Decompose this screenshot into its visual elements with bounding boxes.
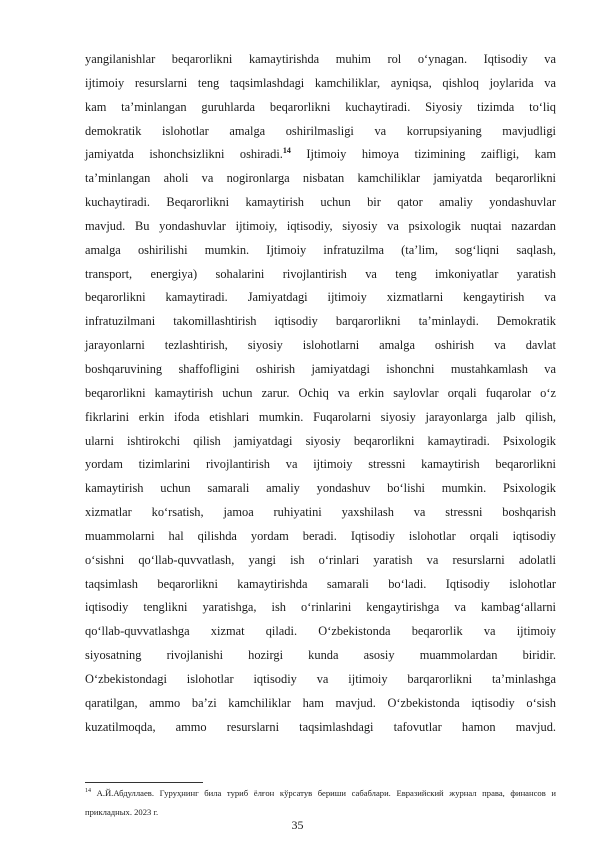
text-line: mavjud. Bu yondashuvlar ijtimoiy, iqtisodiy, siyosiy va psixologik nuqtai nazardan	[85, 218, 556, 233]
text-line: kamaytirish uchun samarali amaliy yondashuv bo‘lishi mumkin. Psixologik	[85, 481, 556, 496]
text-line: qaratilgan, ammo ba’zi kamchiliklar ham mavjud. O‘zbekistonda iqtisodiy o‘sish	[85, 695, 556, 710]
text-line: infratuzilmani takomillashtirish iqtisodiy barqarorlikni ta’minlaydi. Demokratik	[85, 314, 556, 329]
text-line: amalga oshirilishi mumkin. Ijtimoiy infratuzilma (ta’lim, sog‘liqni saqlash,	[85, 242, 556, 257]
text-line: taqsimlash beqarorlikni kamaytirishda samarali bo‘ladi. Iqtisodiy islohotlar	[85, 576, 556, 591]
text-line: o‘sishni qo‘llab-quvvatlash, yangi ish o‘rinlari yaratish va resurslarni adolatli	[85, 552, 556, 567]
text-line: ijtimoiy resurslarni teng taqsimlashdagi kamchiliklar, ayniqsa, qishloq joylarida va	[85, 75, 556, 90]
text-line: boshqaruvining shaffofligini oshirish jamiyatdagi ishonchni mustahkamlash va	[85, 361, 556, 376]
footnote-text: А.Й.Абдуллаев. Гуруҳнинг била туриб ёлғон кўрсатув бериши сабаблари. Евразийский журнал права, финансов и прикладных. 2023 г.	[85, 788, 556, 817]
text-line: demokratik islohotlar amalga oshirilmasligi va korrupsiyaning mavjudligi	[85, 123, 556, 138]
text-line: yangilanishlar beqarorlikni kamaytirishda muhim rol o‘ynagan. Iqtisodiy va	[85, 52, 556, 66]
text-line: jarayonlarni tezlashtirish, siyosiy islohotlarni amalga oshirish va davlat	[85, 338, 556, 353]
text-line: muammolarni hal qilishda yordam beradi. Iqtisodiy islohotlar orqali iqtisodiy	[85, 528, 556, 543]
text-line: ularni ishtirokchi qilish jamiyatdagi siyosiy beqarorlikni kamaytiradi. Psixologik	[85, 433, 556, 448]
text-line: kam ta’minlangan guruhlarda beqarorlikni kuchaytiradi. Siyosiy tizimda to‘liq	[85, 99, 556, 114]
text-segment: jamiyatda ishonchsizlikni oshiradi.	[85, 147, 283, 162]
text-line: xizmatlar ko‘rsatish, jamoa ruhiyatini yaxshilash va stressni boshqarish	[85, 505, 556, 520]
text-line: O‘zbekistondagi islohotlar iqtisodiy va ijtimoiy barqarorlikni ta’minlashga	[85, 671, 556, 686]
text-line: ta’minlangan aholi va nogironlarga nisbatan kamchiliklar jamiyatda beqarorlikni	[85, 171, 556, 186]
text-line: kuchaytiradi. Beqarorlikni kamaytirish uchun bir qator amaliy yondashuvlar	[85, 195, 556, 210]
text-line: iqtisodiy tenglikni yaratishga, ish o‘rinlarini kengaytirishga va kambag‘allarni	[85, 600, 556, 615]
footnote	[85, 784, 556, 821]
text-line: kuzatilmoqda, ammo resurslarni taqsimlashdagi tafovutlar hamon mavjud.	[85, 719, 556, 734]
text-line: fikrlarini erkin ifoda etishlari mumkin. Fuqarolarni siyosiy jarayonlarga jalb qilish,	[85, 409, 556, 424]
text-line: beqarorlikni kamaytirish uchun zarur. Ochiq va erkin saylovlar orqali fuqarolar o‘z	[85, 385, 556, 400]
document-page	[85, 48, 556, 739]
text-line: yordam tizimlarini rivojlantirish va ijtimoiy stressni kamaytirish beqarorlikni	[85, 457, 556, 472]
body-paragraph	[85, 48, 556, 739]
page-number: 35	[291, 818, 304, 832]
text-line-with-footnote	[85, 143, 556, 167]
text-segment: Ijtimoiy himoya tizimining zaifligi, kam	[306, 147, 556, 162]
footnote-separator	[85, 782, 203, 783]
text-line: qo‘llab-quvvatlashga xizmat qiladi. O‘zbekistonda beqarorlik va ijtimoiy	[85, 624, 556, 639]
text-line: transport, energiya) sohalarini rivojlantirish va teng imkoniyatlar yaratish	[85, 266, 556, 281]
text-line: beqarorlikni kamaytiradi. Jamiyatdagi ijtimoiy xizmatlarni kengaytirish va	[85, 290, 556, 305]
footnote-number: 14	[85, 788, 91, 795]
text-line: siyosatning rivojlanishi hozirgi kunda asosiy muammolardan biridir.	[85, 648, 556, 663]
footnote-reference[interactable]: 14	[282, 146, 291, 156]
